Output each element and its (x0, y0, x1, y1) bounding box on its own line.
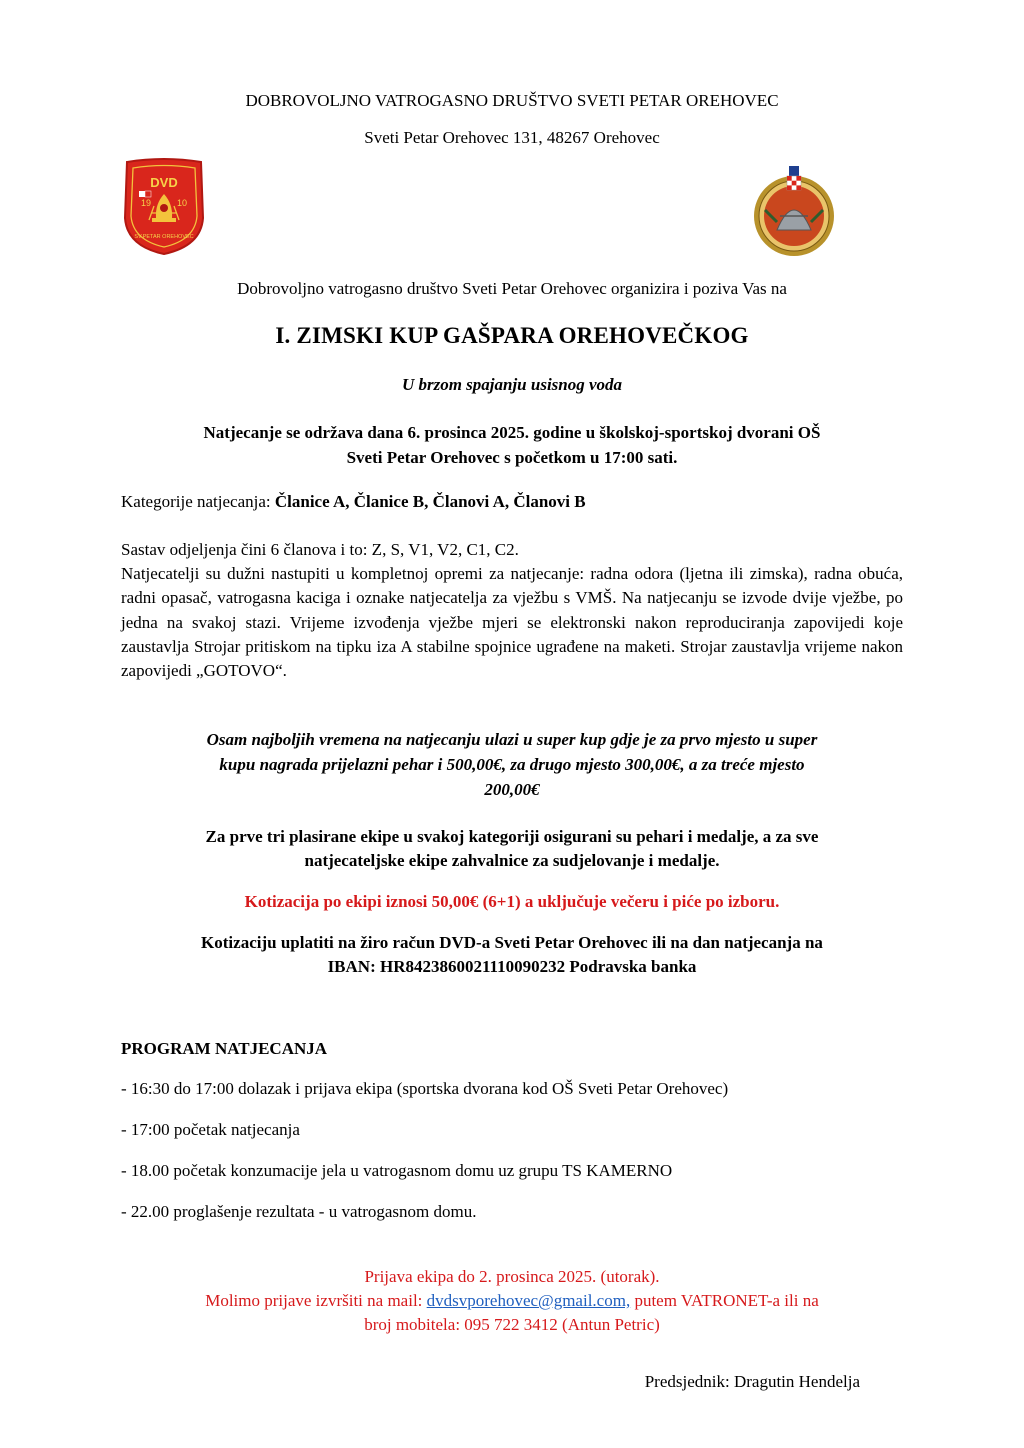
logo-year-right: 10 (176, 198, 188, 208)
categories-label: Kategorije natjecanja: (121, 492, 271, 511)
signature: Predsjednik: Dragutin Hendelja (644, 1372, 860, 1391)
intro-text: Dobrovoljno vatrogasno društvo Sveti Petar Orehovec organizira i poziva Vas na (237, 279, 787, 298)
categories-line (121, 490, 911, 514)
date-line-2: Sveti Petar Orehovec s početkom u 17:00 sati. (346, 448, 678, 467)
registration-email-link[interactable]: dvdsvporehovec@gmail.com, (426, 1291, 631, 1310)
program-item: - 22.00 proglašenje rezultata - u vatrogasnom domu. (121, 1202, 477, 1221)
program-item: - 16:30 do 17:00 dolazak i prijava ekipa (sportska dvorana kod OŠ Sveti Petar Orehovec) (121, 1079, 729, 1098)
awards-line-2: natjecateljske ekipe zahvalnice za sudjelovanje i medalje. (304, 851, 720, 870)
logo-dvd-text: DVD (150, 175, 178, 190)
registration-mail-suffix: putem VATRONET-a ili na (634, 1291, 819, 1310)
categories-value: Članice A, Članice B, Članovi A, Članovi B (274, 492, 586, 511)
super-cup-line-1: Osam najboljih vremena na natjecanju ulazi u super kup gdje je za prvo mjesto u super (206, 730, 818, 749)
registration-phone: broj mobitela: 095 722 3412 (Antun Petric) (364, 1315, 660, 1334)
org-address: Sveti Petar Orehovec 131, 48267 Orehovec (364, 128, 660, 147)
logo-bottom-text: SV.PETAR OREHOVEC (134, 234, 194, 240)
org-name: DOBROVOLJNO VATROGASNO DRUŠTVO SVETI PETAR OREHOVEC (245, 91, 779, 110)
event-subtitle: U brzom spajanju usisnog voda (401, 375, 623, 394)
date-line-1: Natjecanje se održava dana 6. prosinca 2025. godine u školskoj-sportskoj dvorani OŠ (203, 423, 821, 442)
super-cup-line-2: kupu nagrada prijelazni pehar i 500,00€, za drugo mjesto 300,00€, a za treće mjesto (219, 755, 805, 774)
rules-paragraph: Natjecatelji su dužni nastupiti u kompletnoj opremi za natjecanje: radna odora (ljetna ili zimska), radna obuća, radni opasač, vatrogasna kaciga i oznake natjecatelja za vježbu s VMŠ. Na natjecanju se izvode dvije vježbe, po jedna na svakoj stazi. Vrijeme izvođenja vježbe mjeri se elektronski nakon reproduciranja zapovijedi koje zaustavlja Strojar pritiskom na tipku iza A stabilne spojnice ugrađene na maketi. Strojar zaustavlja vrijeme nakon zapovijedi „GOTOVO“. (121, 564, 903, 681)
logo-year-left: 19 (140, 198, 152, 208)
payment-line-1: Kotizaciju uplatiti na žiro račun DVD-a Sveti Petar Orehovec ili na dan natjecanja na (201, 933, 823, 952)
event-title: I. ZIMSKI KUP GAŠPARA OREHOVEČKOG (275, 323, 749, 348)
payment-line-2: IBAN: HR8423860021110090232 Podravska banka (327, 957, 697, 976)
super-cup-line-3: 200,00€ (484, 780, 540, 799)
dvd-shield-logo-icon (121, 158, 207, 256)
registration-contact-line (110, 1289, 914, 1313)
registration-deadline: Prijava ekipa do 2. prosinca 2025. (utorak). (364, 1267, 660, 1286)
program-item: - 18.00 početak konzumacije jela u vatrogasnom domu uz grupu TS KAMERNO (121, 1161, 673, 1180)
firefighter-helmet-emblem-icon (747, 160, 841, 258)
fee-text: Kotizacija po ekipi iznosi 50,00€ (6+1) a uključuje večeru i piće po izboru. (244, 892, 780, 911)
awards-line-1: Za prve tri plasirane ekipe u svakoj kategoriji osigurani su pehari i medalje, a za sve (205, 827, 819, 846)
team-composition: Sastav odjeljenja čini 6 članova i to: Z, S, V1, V2, C1, C2. (121, 540, 519, 559)
registration-mail-prefix: Molimo prijave izvršiti na mail: (205, 1291, 423, 1310)
program-item: - 17:00 početak natjecanja (121, 1120, 300, 1139)
program-heading: PROGRAM NATJECANJA (121, 1039, 328, 1058)
